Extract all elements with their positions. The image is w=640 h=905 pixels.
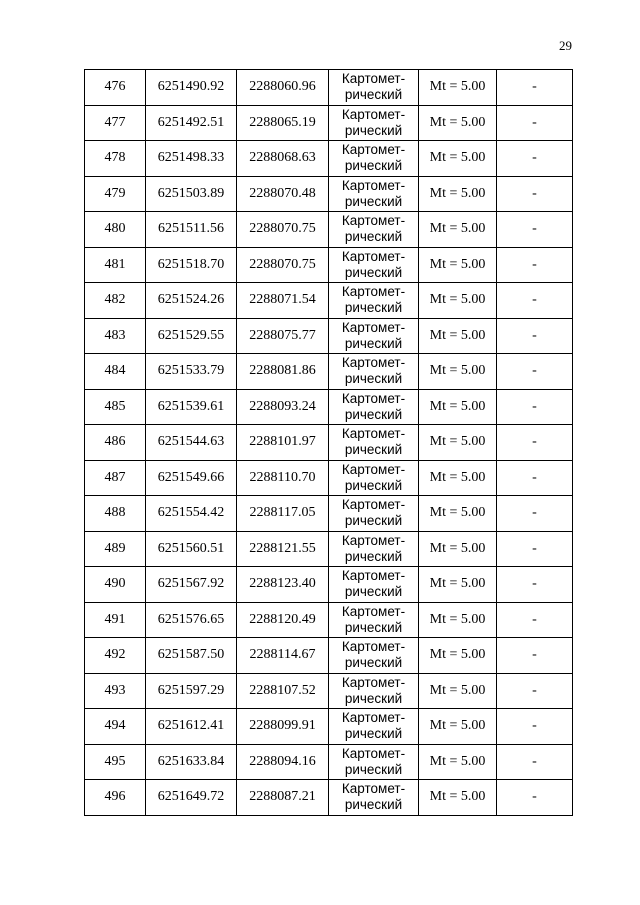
y-coordinate-cell: 2288068.63 xyxy=(237,141,329,177)
table-row xyxy=(85,709,573,745)
method-line-2: рический xyxy=(344,761,403,777)
x-coordinate-cell: 6251533.79 xyxy=(146,354,237,390)
x-coordinate-cell: 6251633.84 xyxy=(146,744,237,780)
method-line-1: Картомет- xyxy=(341,284,406,300)
x-coordinate-cell: 6251511.56 xyxy=(146,212,237,248)
point-number-cell: 495 xyxy=(85,744,146,780)
accuracy-cell: Mt = 5.00 xyxy=(419,283,497,319)
y-coordinate-cell: 2288120.49 xyxy=(237,602,329,638)
table-row xyxy=(85,602,573,638)
method-line-2: рический xyxy=(344,477,403,493)
method-cell xyxy=(329,531,419,567)
method-line-1: Картомет- xyxy=(341,177,406,193)
extra-cell: - xyxy=(497,425,573,461)
method-cell xyxy=(329,744,419,780)
table-row xyxy=(85,531,573,567)
extra-cell: - xyxy=(497,567,573,603)
extra-cell: - xyxy=(497,176,573,212)
x-coordinate-cell: 6251649.72 xyxy=(146,780,237,816)
y-coordinate-cell: 2288121.55 xyxy=(237,531,329,567)
method-line-1: Картомет- xyxy=(341,532,406,548)
table-row xyxy=(85,247,573,283)
point-number-cell: 480 xyxy=(85,212,146,248)
y-coordinate-cell: 2288114.67 xyxy=(237,638,329,674)
accuracy-cell: Mt = 5.00 xyxy=(419,70,497,106)
accuracy-cell: Mt = 5.00 xyxy=(419,389,497,425)
accuracy-cell: Mt = 5.00 xyxy=(419,105,497,141)
method-line-2: рический xyxy=(344,229,403,245)
extra-cell: - xyxy=(497,354,573,390)
y-coordinate-cell: 2288099.91 xyxy=(237,709,329,745)
y-coordinate-cell: 2288070.48 xyxy=(237,176,329,212)
x-coordinate-cell: 6251554.42 xyxy=(146,496,237,532)
point-number-cell: 483 xyxy=(85,318,146,354)
method-line-1: Картомет- xyxy=(341,710,406,726)
y-coordinate-cell: 2288070.75 xyxy=(237,212,329,248)
x-coordinate-cell: 6251539.61 xyxy=(146,389,237,425)
point-number-cell: 496 xyxy=(85,780,146,816)
y-coordinate-cell: 2288071.54 xyxy=(237,283,329,319)
extra-cell: - xyxy=(497,602,573,638)
extra-cell: - xyxy=(497,709,573,745)
table-row xyxy=(85,176,573,212)
method-line-2: рический xyxy=(344,122,403,138)
y-coordinate-cell: 2288107.52 xyxy=(237,673,329,709)
method-line-2: рический xyxy=(344,335,403,351)
method-line-1: Картомет- xyxy=(341,213,406,229)
method-line-1: Картомет- xyxy=(341,71,406,87)
point-number-cell: 488 xyxy=(85,496,146,532)
point-number-cell: 494 xyxy=(85,709,146,745)
method-cell xyxy=(329,212,419,248)
point-number-cell: 487 xyxy=(85,460,146,496)
method-cell xyxy=(329,425,419,461)
method-cell xyxy=(329,105,419,141)
point-number-cell: 486 xyxy=(85,425,146,461)
accuracy-cell: Mt = 5.00 xyxy=(419,141,497,177)
table-row xyxy=(85,780,573,816)
point-number-cell: 476 xyxy=(85,70,146,106)
x-coordinate-cell: 6251549.66 xyxy=(146,460,237,496)
x-coordinate-cell: 6251560.51 xyxy=(146,531,237,567)
extra-cell: - xyxy=(497,638,573,674)
point-number-cell: 477 xyxy=(85,105,146,141)
accuracy-cell: Mt = 5.00 xyxy=(419,602,497,638)
method-cell xyxy=(329,709,419,745)
method-cell xyxy=(329,141,419,177)
table-row xyxy=(85,425,573,461)
x-coordinate-cell: 6251597.29 xyxy=(146,673,237,709)
table-row xyxy=(85,105,573,141)
x-coordinate-cell: 6251503.89 xyxy=(146,176,237,212)
point-number-cell: 493 xyxy=(85,673,146,709)
point-number-cell: 485 xyxy=(85,389,146,425)
extra-cell: - xyxy=(497,318,573,354)
table-row xyxy=(85,141,573,177)
point-number-cell: 490 xyxy=(85,567,146,603)
method-cell xyxy=(329,354,419,390)
method-line-2: рический xyxy=(344,619,403,635)
y-coordinate-cell: 2288094.16 xyxy=(237,744,329,780)
accuracy-cell: Mt = 5.00 xyxy=(419,425,497,461)
accuracy-cell: Mt = 5.00 xyxy=(419,744,497,780)
method-line-2: рический xyxy=(344,406,403,422)
extra-cell: - xyxy=(497,247,573,283)
method-line-1: Картомет- xyxy=(341,106,406,122)
point-number-cell: 481 xyxy=(85,247,146,283)
method-line-2: рический xyxy=(344,726,403,742)
point-number-cell: 489 xyxy=(85,531,146,567)
method-line-2: рический xyxy=(344,797,403,813)
y-coordinate-cell: 2288093.24 xyxy=(237,389,329,425)
method-cell xyxy=(329,673,419,709)
method-line-1: Картомет- xyxy=(341,319,406,335)
extra-cell: - xyxy=(497,283,573,319)
method-line-1: Картомет- xyxy=(341,497,406,513)
extra-cell: - xyxy=(497,780,573,816)
method-line-1: Картомет- xyxy=(341,674,406,690)
extra-cell: - xyxy=(497,141,573,177)
method-line-2: рический xyxy=(344,264,403,280)
extra-cell: - xyxy=(497,70,573,106)
accuracy-cell: Mt = 5.00 xyxy=(419,531,497,567)
table-row xyxy=(85,212,573,248)
table-row xyxy=(85,283,573,319)
accuracy-cell: Mt = 5.00 xyxy=(419,212,497,248)
y-coordinate-cell: 2288087.21 xyxy=(237,780,329,816)
method-line-1: Картомет- xyxy=(341,355,406,371)
accuracy-cell: Mt = 5.00 xyxy=(419,496,497,532)
method-cell xyxy=(329,780,419,816)
method-line-2: рический xyxy=(344,690,403,706)
method-cell xyxy=(329,638,419,674)
y-coordinate-cell: 2288117.05 xyxy=(237,496,329,532)
method-line-1: Картомет- xyxy=(341,248,406,264)
method-line-2: рический xyxy=(344,371,403,387)
extra-cell: - xyxy=(497,105,573,141)
x-coordinate-cell: 6251498.33 xyxy=(146,141,237,177)
table-row xyxy=(85,496,573,532)
table-row xyxy=(85,567,573,603)
accuracy-cell: Mt = 5.00 xyxy=(419,318,497,354)
x-coordinate-cell: 6251529.55 xyxy=(146,318,237,354)
point-number-cell: 479 xyxy=(85,176,146,212)
page-number: 29 xyxy=(559,38,572,53)
extra-cell: - xyxy=(497,496,573,532)
x-coordinate-cell: 6251524.26 xyxy=(146,283,237,319)
method-line-2: рический xyxy=(344,300,403,316)
y-coordinate-cell: 2288123.40 xyxy=(237,567,329,603)
extra-cell: - xyxy=(497,744,573,780)
method-line-2: рический xyxy=(344,158,403,174)
accuracy-cell: Mt = 5.00 xyxy=(419,567,497,603)
table-row xyxy=(85,354,573,390)
method-cell xyxy=(329,460,419,496)
method-line-1: Картомет- xyxy=(341,142,406,158)
method-cell xyxy=(329,567,419,603)
table-row xyxy=(85,70,573,106)
x-coordinate-cell: 6251544.63 xyxy=(146,425,237,461)
table-row xyxy=(85,638,573,674)
method-line-1: Картомет- xyxy=(341,568,406,584)
method-line-2: рический xyxy=(344,513,403,529)
method-cell xyxy=(329,247,419,283)
x-coordinate-cell: 6251490.92 xyxy=(146,70,237,106)
accuracy-cell: Mt = 5.00 xyxy=(419,709,497,745)
method-cell xyxy=(329,602,419,638)
y-coordinate-cell: 2288081.86 xyxy=(237,354,329,390)
extra-cell: - xyxy=(497,531,573,567)
accuracy-cell: Mt = 5.00 xyxy=(419,176,497,212)
method-line-1: Картомет- xyxy=(341,426,406,442)
method-line-1: Картомет- xyxy=(341,461,406,477)
method-line-1: Картомет- xyxy=(341,603,406,619)
table-row xyxy=(85,744,573,780)
accuracy-cell: Mt = 5.00 xyxy=(419,673,497,709)
y-coordinate-cell: 2288060.96 xyxy=(237,70,329,106)
extra-cell: - xyxy=(497,389,573,425)
method-line-2: рический xyxy=(344,193,403,209)
method-cell xyxy=(329,70,419,106)
method-cell xyxy=(329,318,419,354)
point-number-cell: 491 xyxy=(85,602,146,638)
method-line-2: рический xyxy=(344,442,403,458)
method-line-1: Картомет- xyxy=(341,390,406,406)
extra-cell: - xyxy=(497,212,573,248)
method-cell xyxy=(329,496,419,532)
coordinates-table xyxy=(84,69,573,816)
table-row xyxy=(85,389,573,425)
y-coordinate-cell: 2288110.70 xyxy=(237,460,329,496)
accuracy-cell: Mt = 5.00 xyxy=(419,460,497,496)
accuracy-cell: Mt = 5.00 xyxy=(419,780,497,816)
method-cell xyxy=(329,389,419,425)
coordinates-table-body xyxy=(85,70,573,816)
point-number-cell: 478 xyxy=(85,141,146,177)
extra-cell: - xyxy=(497,673,573,709)
x-coordinate-cell: 6251518.70 xyxy=(146,247,237,283)
table-row xyxy=(85,673,573,709)
x-coordinate-cell: 6251587.50 xyxy=(146,638,237,674)
y-coordinate-cell: 2288101.97 xyxy=(237,425,329,461)
method-line-1: Картомет- xyxy=(341,745,406,761)
point-number-cell: 482 xyxy=(85,283,146,319)
x-coordinate-cell: 6251567.92 xyxy=(146,567,237,603)
method-cell xyxy=(329,176,419,212)
method-line-2: рический xyxy=(344,655,403,671)
point-number-cell: 492 xyxy=(85,638,146,674)
x-coordinate-cell: 6251612.41 xyxy=(146,709,237,745)
y-coordinate-cell: 2288065.19 xyxy=(237,105,329,141)
x-coordinate-cell: 6251576.65 xyxy=(146,602,237,638)
accuracy-cell: Mt = 5.00 xyxy=(419,638,497,674)
y-coordinate-cell: 2288075.77 xyxy=(237,318,329,354)
point-number-cell: 484 xyxy=(85,354,146,390)
extra-cell: - xyxy=(497,460,573,496)
table-row xyxy=(85,318,573,354)
accuracy-cell: Mt = 5.00 xyxy=(419,247,497,283)
table-row xyxy=(85,460,573,496)
method-line-2: рический xyxy=(344,584,403,600)
method-line-1: Картомет- xyxy=(341,639,406,655)
method-line-2: рический xyxy=(344,548,403,564)
method-line-2: рический xyxy=(344,87,403,103)
method-line-1: Картомет- xyxy=(341,781,406,797)
accuracy-cell: Mt = 5.00 xyxy=(419,354,497,390)
x-coordinate-cell: 6251492.51 xyxy=(146,105,237,141)
method-cell xyxy=(329,283,419,319)
y-coordinate-cell: 2288070.75 xyxy=(237,247,329,283)
